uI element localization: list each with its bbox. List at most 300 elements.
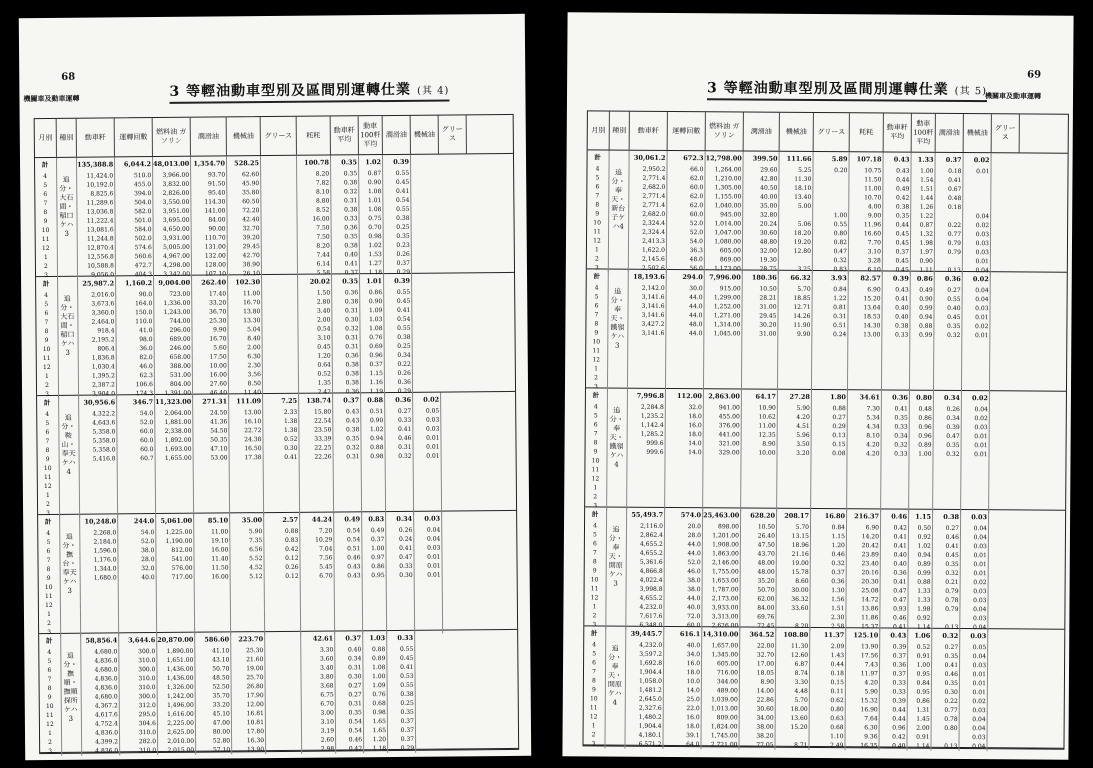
cell: 271.31 [193, 394, 229, 408]
cell: 0.52 [263, 435, 299, 444]
cell: 2.49 [809, 741, 845, 750]
route-label: 追分・奉天・鐵嶺ケハ4 [609, 406, 624, 469]
cell: 0.27 [385, 407, 413, 416]
cell: 12,870.4 [78, 243, 116, 252]
cell: 0.32 [332, 324, 360, 333]
cell: 0.01 [962, 331, 990, 340]
month-cell: 6 [587, 182, 609, 191]
cell: 44.0 [665, 549, 703, 558]
cell [263, 361, 299, 370]
cell: 57.10 [196, 745, 232, 754]
month-cell: 6 [37, 428, 59, 437]
cell: 0.04 [414, 526, 442, 535]
cell: 4,022.4 [627, 576, 665, 585]
cell: 0.01 [961, 560, 989, 569]
cell: 1.51 [810, 604, 846, 613]
cell: 0.95 [908, 670, 932, 679]
cell [778, 357, 812, 366]
cell: 5,358.0 [80, 445, 118, 454]
cell: 0.37 [361, 360, 385, 369]
cell: 0.37 [362, 535, 386, 544]
cell: 95.40 [191, 188, 227, 197]
cell [703, 457, 741, 466]
cell: 404.3 [116, 270, 154, 279]
month-cell: 4 [585, 521, 607, 530]
column-header: 燃料油 ガソリン [153, 118, 191, 156]
cell [266, 736, 302, 745]
cell: 0.33 [387, 631, 415, 645]
cell: 1,692.8 [626, 659, 664, 668]
cell: 3.20 [777, 449, 811, 458]
cell: 38.20 [740, 731, 776, 740]
cell: 0.88 [361, 443, 385, 452]
cell: 28.0 [118, 555, 156, 564]
cell [157, 600, 195, 609]
cell: 2.00 [229, 343, 263, 352]
cell: 0.29 [385, 387, 413, 396]
cell: 0.24 [812, 330, 848, 339]
month-cell: 1 [39, 610, 61, 619]
type-cell [59, 396, 79, 410]
cell [386, 470, 414, 479]
cell: 8.52 [297, 206, 331, 215]
cell: 0.54 [334, 526, 362, 535]
cell: 0.80 [810, 705, 846, 714]
cell [812, 348, 848, 357]
cell: 0.42 [336, 744, 364, 753]
cell [812, 375, 848, 384]
cell: 7.35 [230, 536, 264, 545]
cell: 0.82 [813, 238, 849, 247]
cell: 1,391.00 [155, 389, 193, 398]
cell: 0.31 [333, 333, 361, 342]
cell: 5.58 [298, 268, 332, 277]
cell: 2,016.0 [78, 290, 116, 299]
cell: 9.00 [849, 211, 883, 220]
cell: 15.20 [776, 723, 810, 732]
cell: 0.47 [386, 553, 414, 562]
cell: 8.20 [298, 241, 332, 250]
month-cell: 8 [39, 565, 61, 574]
cell: 40.0 [664, 641, 702, 650]
cell: 0.38 [331, 178, 359, 187]
cell: 246.00 [155, 344, 193, 353]
cell: 0.41 [880, 622, 908, 631]
cell: 4,836.0 [82, 683, 120, 692]
cell: 1,655.00 [156, 454, 194, 463]
cell [118, 499, 156, 508]
cell: 1.31 [908, 706, 932, 715]
cell: 321.00 [704, 439, 742, 448]
month-cell: 2 [39, 619, 61, 628]
month-cell: 6 [585, 539, 607, 548]
cell: 102.30 [228, 275, 262, 289]
cell: 17.38 [230, 453, 264, 462]
cell: 1,395.2 [79, 371, 117, 380]
cell: 6.30 [846, 723, 880, 732]
cell: 0.51 [334, 544, 362, 553]
cell: 98.0 [117, 335, 155, 344]
cell: 4,655.2 [626, 594, 664, 603]
cell [118, 481, 156, 490]
cell: 12,556.8 [78, 252, 116, 261]
cell: 0.96 [880, 723, 908, 732]
cell: 244.0 [118, 514, 156, 528]
cell: 0.27 [932, 643, 960, 652]
cell: 0.04 [960, 623, 988, 632]
cell: 9,056.0 [78, 270, 116, 279]
cell: 52.0 [667, 219, 705, 228]
cell: 0.91 [908, 652, 932, 661]
type-cell [60, 500, 80, 509]
cell: 1,173.00 [705, 264, 743, 273]
cell: 38.0 [665, 585, 703, 594]
type-cell [609, 246, 629, 255]
cell: 0.29 [812, 422, 848, 431]
cell [230, 471, 264, 480]
cell [335, 580, 363, 589]
cell: 2,950.2 [629, 165, 667, 174]
cell: 14,310.00 [702, 627, 740, 641]
cell [265, 608, 301, 617]
cell: 0.36 [333, 351, 361, 360]
cell: 0.12 [265, 572, 301, 581]
type-cell [61, 619, 81, 628]
cell: 19.30 [743, 255, 779, 264]
cell [847, 458, 881, 467]
type-cell [60, 491, 80, 500]
cell: 1,242.00 [158, 692, 196, 701]
cell: 0.32 [386, 452, 414, 461]
row-label: 計 [586, 388, 608, 402]
cell: 0.49 [362, 526, 386, 535]
type-cell [60, 482, 80, 491]
cell: 2,145.6 [629, 255, 667, 264]
cell: 0.39 [934, 423, 962, 432]
cell: 2,464.0 [78, 317, 116, 326]
cell: 0.94 [910, 313, 934, 322]
column-header: 燃料油 ガソリン [706, 112, 744, 150]
cell: 744.00 [154, 317, 192, 326]
cell: 216.37 [847, 509, 881, 523]
cell: 716.00 [702, 668, 740, 677]
cell: 0.04 [963, 295, 991, 304]
cell: 0.43 [883, 166, 911, 175]
cell: 3,141.6 [629, 293, 667, 302]
cell: 4,399.2 [82, 737, 120, 746]
page-title: 3 等輕油動車型別及區間別運轉仕業 (其 5) [707, 77, 987, 102]
cell: 4,866.8 [627, 567, 665, 576]
cell: 1.30 [811, 586, 847, 595]
cell: 0.43 [880, 628, 908, 642]
month-cell: 5 [587, 173, 609, 182]
cell [414, 479, 442, 488]
cell: 0.41 [881, 541, 909, 550]
cell: 22.26 [300, 452, 334, 461]
cell: 0.31 [333, 342, 361, 351]
cell: 18.0 [664, 722, 702, 731]
page-number: 69 [1027, 69, 1042, 81]
cell: 0.42 [264, 545, 300, 554]
cell: 0.40 [883, 303, 911, 312]
cell: 1,299.00 [705, 293, 743, 302]
cell: 0.04 [963, 266, 991, 275]
cell: 310.0 [119, 656, 157, 665]
section-block [584, 507, 1065, 632]
cell: 17.00 [740, 659, 776, 668]
cell: 2.80 [298, 297, 332, 306]
cell [962, 367, 990, 376]
type-cell [606, 722, 626, 731]
cell [963, 176, 991, 185]
cell: 43.70 [741, 549, 777, 558]
cell: 16.81 [232, 709, 266, 718]
cell [363, 607, 387, 616]
cell: 0.02 [964, 153, 992, 167]
column-header: 動車100粁平均 [359, 116, 383, 154]
cell: 1.00 [362, 544, 386, 553]
type-cell [608, 356, 628, 365]
cell: 0.35 [933, 560, 961, 569]
cell: 0.26 [385, 369, 413, 378]
cell: 20.24 [743, 219, 779, 228]
cell: 1.00 [911, 167, 935, 176]
cell [261, 156, 297, 170]
cell: 455.00 [704, 412, 742, 421]
route-label: 追分・撫順・撫順探所ケハ3 [63, 651, 78, 723]
cell [962, 340, 990, 349]
cell: 1,201.00 [703, 531, 741, 540]
cell: 0.41 [384, 306, 412, 315]
cell: 0.49 [911, 286, 935, 295]
type-cell [606, 627, 626, 641]
cell: 0.31 [812, 312, 848, 321]
cell: 0.79 [933, 587, 961, 596]
cell: 80.00 [196, 727, 232, 736]
cell [910, 376, 934, 385]
cell: 34.61 [848, 390, 882, 404]
cell: 999.6 [628, 448, 666, 457]
cell: 15.20 [849, 294, 883, 303]
cell: 4.20 [848, 440, 882, 449]
cell: 22.86 [740, 695, 776, 704]
cell: 941.00 [704, 403, 742, 412]
cell [666, 374, 704, 383]
cell: 0.38 [332, 241, 360, 250]
row-label: 計 [35, 158, 57, 172]
cell: 30.60 [740, 704, 776, 713]
cell: 0.32 [932, 629, 960, 643]
cell: 16.70 [228, 298, 262, 307]
cell: 0.38 [332, 297, 360, 306]
cell: 5,358.0 [79, 436, 117, 445]
cell: 111.66 [780, 152, 814, 166]
cell: 574.0 [665, 508, 703, 522]
cell [665, 475, 703, 484]
cell: 2,327.6 [626, 704, 664, 713]
cell: 12.35 [742, 430, 778, 439]
cell [119, 582, 157, 591]
cell: 0.90 [360, 297, 384, 306]
cell: 90.0 [116, 290, 154, 299]
cell [362, 470, 386, 479]
cell: 4.34 [848, 422, 882, 431]
cell: 2,771.4 [629, 201, 667, 210]
cell: 6.70 [301, 571, 335, 580]
cell [335, 616, 363, 625]
row-label: 計 [587, 269, 609, 283]
cell: 8.10 [848, 431, 882, 440]
cell: 16.00 [297, 215, 331, 224]
section-block [39, 630, 518, 753]
cell: 29.45 [742, 311, 778, 320]
row-label: 計 [584, 626, 606, 640]
cell: 2,225.00 [158, 719, 196, 728]
cell: 47.00 [196, 718, 232, 727]
cell [335, 607, 363, 616]
cell: 44.0 [664, 594, 702, 603]
cell: 2,116.0 [627, 522, 665, 531]
cell: 47.50 [741, 540, 777, 549]
cell [80, 463, 118, 472]
cell [961, 468, 989, 477]
cell: 0.70 [360, 223, 384, 232]
cell [230, 489, 264, 498]
cell [910, 340, 934, 349]
cell: 0.25 [388, 699, 416, 708]
cell: 4,752.4 [82, 719, 120, 728]
cell: 35.70 [196, 691, 232, 700]
cell: 4,836.0 [82, 674, 120, 683]
cell: 5.90 [846, 687, 880, 696]
cell: 723.00 [154, 290, 192, 299]
month-cell: 5 [584, 649, 606, 658]
cell [909, 477, 933, 486]
cell: 4.20 [778, 413, 812, 422]
cell: 0.51 [812, 321, 848, 330]
cell: 93.70 [191, 170, 227, 179]
section-block [35, 154, 514, 280]
cell: 4,680.0 [81, 647, 119, 656]
month-cell: 12 [36, 244, 58, 253]
cell [386, 461, 414, 470]
cell: 0.03 [960, 706, 988, 715]
month-cell: 4 [36, 291, 58, 300]
cell: 32.0 [119, 564, 157, 573]
month-cell: 1 [584, 721, 606, 730]
cell [300, 461, 334, 470]
cell: 0.32 [333, 443, 361, 452]
cell: 0.45 [299, 342, 333, 351]
cell: 0.68 [810, 723, 846, 732]
cell [156, 490, 194, 499]
cell: 1.50 [298, 288, 332, 297]
cell [415, 616, 443, 625]
cell: 4.51 [778, 422, 812, 431]
cell: 3.10 [302, 717, 336, 726]
column-header: 運轉回數 [115, 118, 153, 156]
cell [362, 461, 386, 470]
cell: 13.40 [779, 193, 813, 202]
cell: 22.0 [664, 704, 702, 713]
cell [882, 375, 910, 384]
cell [742, 347, 778, 356]
cell [961, 495, 989, 504]
cell: 72.45 [740, 621, 776, 630]
cell: 0.34 [882, 431, 910, 440]
cell: 6.56 [230, 545, 264, 554]
cell: 689.00 [155, 335, 193, 344]
cell: 39.20 [228, 233, 262, 242]
cell [231, 608, 265, 617]
month-cell: 4 [39, 648, 61, 657]
cell [934, 367, 962, 376]
route-label: 追分・奉天・鐵嶺ケハ3 [610, 287, 625, 350]
cell: 0.88 [361, 393, 385, 407]
cell [263, 352, 299, 361]
cell: 1,863.00 [703, 549, 741, 558]
cell: 1,305.00 [705, 183, 743, 192]
cell [118, 472, 156, 481]
cell: 0.36 [880, 660, 908, 669]
cell: 2,826.00 [153, 189, 191, 198]
cell: 20.30 [847, 577, 881, 586]
cell: 0.45 [883, 256, 911, 265]
cell: 0.36 [332, 288, 360, 297]
cell: 0.03 [413, 425, 441, 434]
cell [963, 185, 991, 194]
cell: 0.26 [384, 250, 412, 259]
cell: 0.88 [264, 527, 300, 536]
cell [779, 211, 813, 220]
cell: 17.50 [193, 352, 229, 361]
cell: 72.20 [227, 206, 261, 215]
cell: 2,502.6 [629, 264, 667, 273]
route-label: 追分・鞍山・奉天ケハ4 [61, 413, 76, 476]
type-cell [609, 237, 629, 246]
cell: 0.04 [960, 724, 988, 733]
cell [414, 497, 442, 506]
cell: 0.41 [883, 294, 911, 303]
cell: 77.05 [739, 740, 775, 749]
cell: 16.60 [849, 229, 883, 238]
cell: 1.19 [361, 387, 385, 396]
cell: 35.20 [741, 576, 777, 585]
cell: 11.00 [228, 289, 262, 298]
cell: 1.33 [912, 153, 936, 167]
cell: 1.98 [908, 605, 932, 614]
cell: 82.0 [117, 353, 155, 362]
cell: 0.45 [934, 313, 962, 322]
cell: 12.00 [232, 700, 266, 709]
cell: 141.00 [191, 206, 227, 215]
cell: 0.96 [910, 423, 934, 432]
cell: 8.71 [775, 741, 809, 750]
column-header: グリース [439, 115, 467, 153]
cell [265, 617, 301, 626]
cell: 30.60 [743, 228, 779, 237]
cell: 0.55 [383, 205, 411, 214]
cell [262, 224, 298, 233]
cell [386, 497, 414, 506]
cell: 32.70 [740, 650, 776, 659]
cell: 1,354.70 [191, 156, 227, 170]
cell: 2,064.00 [155, 409, 193, 418]
cell: 0.89 [363, 654, 387, 663]
cell: 0.04 [961, 533, 989, 542]
cell: 0.32 [811, 559, 847, 568]
cell: 0.92 [909, 533, 933, 542]
